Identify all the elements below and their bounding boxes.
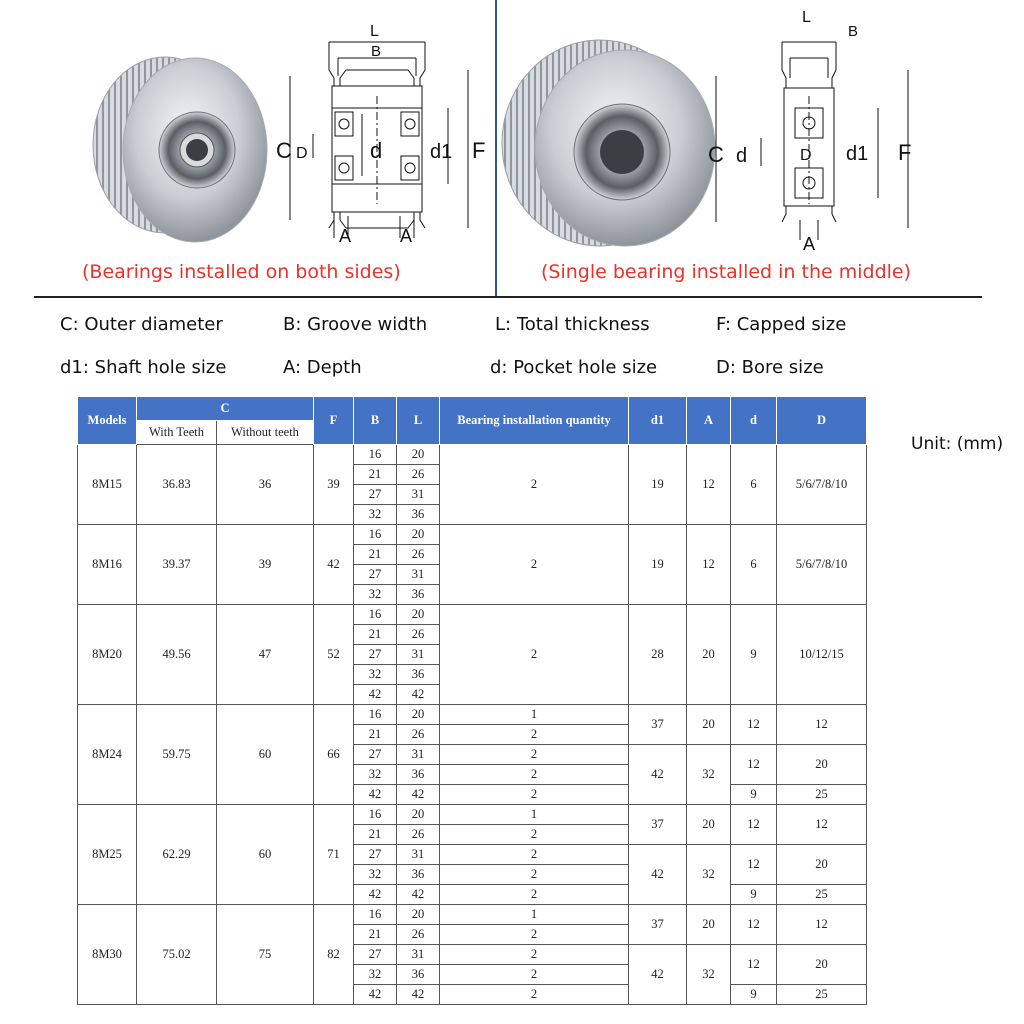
cell-f: 82: [314, 905, 354, 1005]
cell-qty: 2: [440, 885, 629, 905]
cell-qty: 2: [440, 785, 629, 805]
cell-b: 32: [354, 965, 397, 985]
cell-l: 20: [397, 905, 440, 925]
cell-d: 9: [731, 985, 777, 1005]
cell-b: 27: [354, 485, 397, 505]
legend-C: C: Outer diameter: [60, 314, 223, 335]
cell-d: 12: [731, 705, 777, 745]
cell-b: 21: [354, 725, 397, 745]
cell-l: 36: [397, 965, 440, 985]
dim-d1-left: d1: [430, 141, 453, 163]
cell-a: 12: [687, 525, 731, 605]
caption-left: (Bearings installed on both sides): [82, 261, 401, 283]
cell-b: 42: [354, 985, 397, 1005]
legend-d1: d1: Shaft hole size: [60, 357, 227, 378]
cell-l: 31: [397, 845, 440, 865]
cell-qty: 2: [440, 765, 629, 785]
cell-d: 6: [731, 525, 777, 605]
cell-b: 27: [354, 565, 397, 585]
cell-d1: 19: [629, 525, 687, 605]
cell-qty: 2: [440, 965, 629, 985]
cell-bore: 25: [777, 985, 867, 1005]
cell-l: 31: [397, 945, 440, 965]
cell-b: 16: [354, 605, 397, 625]
header-l: L: [397, 397, 440, 445]
cell-l: 20: [397, 525, 440, 545]
cell-d: 6: [731, 445, 777, 525]
cell-d: 12: [731, 805, 777, 845]
cell-f: 66: [314, 705, 354, 805]
cell-bore: 12: [777, 805, 867, 845]
header-c: C: [137, 397, 314, 421]
cell-with-teeth: 75.02: [137, 905, 217, 1005]
cell-d1: 42: [629, 745, 687, 805]
cell-bore: 25: [777, 785, 867, 805]
cell-qty: 2: [440, 845, 629, 865]
cell-d1: 37: [629, 905, 687, 945]
cell-with-teeth: 36.83: [137, 445, 217, 525]
cell-l: 36: [397, 585, 440, 605]
cell-b: 27: [354, 945, 397, 965]
cell-without-teeth: 60: [217, 805, 314, 905]
cell-qty: 2: [440, 445, 629, 525]
cell-qty: 2: [440, 525, 629, 605]
dim-F-right: F: [898, 140, 912, 165]
cell-l: 36: [397, 505, 440, 525]
cell-bore: 20: [777, 945, 867, 985]
cell-model: 8M24: [78, 705, 137, 805]
dim-d-left: d: [370, 138, 383, 163]
legend-d: d: Pocket hole size: [490, 357, 658, 378]
header-d1: d1: [629, 397, 687, 445]
cell-model: 8M25: [78, 805, 137, 905]
cell-l: 20: [397, 445, 440, 465]
cell-a: 20: [687, 805, 731, 845]
cell-b: 32: [354, 765, 397, 785]
cell-b: 27: [354, 645, 397, 665]
cell-model: 8M15: [78, 445, 137, 525]
cell-b: 42: [354, 685, 397, 705]
dim-D-left: D: [296, 145, 308, 162]
cell-bore: 12: [777, 705, 867, 745]
cell-qty: 2: [440, 865, 629, 885]
cell-b: 21: [354, 925, 397, 945]
cell-b: 32: [354, 665, 397, 685]
cell-qty: 2: [440, 985, 629, 1005]
cell-with-teeth: 62.29: [137, 805, 217, 905]
cell-b: 16: [354, 805, 397, 825]
legend-F: F: Capped size: [716, 314, 847, 335]
cell-l: 31: [397, 565, 440, 585]
cell-b: 32: [354, 505, 397, 525]
cell-f: 52: [314, 605, 354, 705]
header-with-teeth: With Teeth: [137, 421, 217, 445]
cell-l: 20: [397, 605, 440, 625]
cell-l: 26: [397, 625, 440, 645]
dim-d1-right: d1: [846, 143, 869, 165]
cell-b: 42: [354, 785, 397, 805]
vertical-divider: [495, 0, 497, 296]
cell-b: 32: [354, 585, 397, 605]
dim-L-right: L: [802, 9, 811, 26]
dim-d-right: d: [736, 145, 748, 167]
header-a: A: [687, 397, 731, 445]
cell-l: 26: [397, 545, 440, 565]
dim-C-left: C: [276, 138, 292, 163]
header-b: B: [354, 397, 397, 445]
unit-label: Unit: (mm): [911, 434, 1004, 454]
cell-qty: 1: [440, 705, 629, 725]
cell-bore: 20: [777, 845, 867, 885]
dim-D-right: D: [800, 147, 812, 164]
cell-l: 26: [397, 925, 440, 945]
cell-bore: 5/6/7/8/10: [777, 445, 867, 525]
cell-l: 20: [397, 805, 440, 825]
cell-with-teeth: 49.56: [137, 605, 217, 705]
cell-b: 21: [354, 825, 397, 845]
pulley-illustrations: [0, 0, 1024, 300]
cell-b: 42: [354, 885, 397, 905]
cell-b: 16: [354, 905, 397, 925]
cell-d1: 42: [629, 845, 687, 905]
cell-b: 27: [354, 845, 397, 865]
cell-bore: 5/6/7/8/10: [777, 525, 867, 605]
dim-F-left: F: [472, 138, 486, 163]
cell-qty: 1: [440, 905, 629, 925]
legend-A: A: Depth: [283, 357, 362, 378]
cell-qty: 2: [440, 825, 629, 845]
cell-a: 32: [687, 845, 731, 905]
cell-qty: 2: [440, 725, 629, 745]
cell-b: 16: [354, 705, 397, 725]
cell-bore: 12: [777, 905, 867, 945]
cell-with-teeth: 59.75: [137, 705, 217, 805]
cell-model: 8M16: [78, 525, 137, 605]
legend-D: D: Bore size: [716, 357, 824, 378]
cell-l: 42: [397, 685, 440, 705]
cell-a: 20: [687, 905, 731, 945]
cell-d: 12: [731, 845, 777, 885]
cell-l: 36: [397, 765, 440, 785]
cell-without-teeth: 75: [217, 905, 314, 1005]
cell-d: 9: [731, 605, 777, 705]
header-qty: Bearing installation quantity: [440, 397, 629, 445]
cell-b: 27: [354, 745, 397, 765]
cell-d: 9: [731, 785, 777, 805]
cell-d: 12: [731, 945, 777, 985]
cell-without-teeth: 36: [217, 445, 314, 525]
cell-qty: 1: [440, 805, 629, 825]
spec-table: [77, 396, 867, 1005]
cell-d1: 19: [629, 445, 687, 525]
cell-l: 31: [397, 745, 440, 765]
cell-f: 71: [314, 805, 354, 905]
cell-without-teeth: 39: [217, 525, 314, 605]
cell-b: 16: [354, 445, 397, 465]
pulley-photo-left: [93, 57, 267, 242]
cell-qty: 2: [440, 605, 629, 705]
cell-b: 21: [354, 465, 397, 485]
cell-b: 21: [354, 625, 397, 645]
cell-f: 39: [314, 445, 354, 525]
header-bore: D: [777, 397, 867, 445]
cell-b: 32: [354, 865, 397, 885]
cell-d1: 28: [629, 605, 687, 705]
pulley-photo-right: [502, 40, 715, 246]
cell-b: 16: [354, 525, 397, 545]
cell-l: 42: [397, 785, 440, 805]
dim-A-right: A: [803, 234, 816, 254]
cell-d1: 37: [629, 705, 687, 745]
dim-A-left-2: A: [400, 226, 413, 246]
cell-l: 36: [397, 865, 440, 885]
cell-qty: 2: [440, 945, 629, 965]
cell-without-teeth: 60: [217, 705, 314, 805]
cell-a: 20: [687, 705, 731, 745]
cell-without-teeth: 47: [217, 605, 314, 705]
diagram-right: [716, 42, 908, 240]
cell-b: 21: [354, 545, 397, 565]
cell-l: 31: [397, 485, 440, 505]
cell-l: 20: [397, 705, 440, 725]
horizontal-divider: [34, 296, 982, 298]
cell-l: 42: [397, 985, 440, 1005]
legend-L: L: Total thickness: [495, 314, 650, 335]
header-without-teeth: Without teeth: [217, 421, 314, 445]
cell-d: 12: [731, 905, 777, 945]
cell-bore: 20: [777, 745, 867, 785]
dim-C-right: C: [708, 142, 724, 167]
dim-L-left: L: [370, 23, 379, 40]
cell-l: 31: [397, 645, 440, 665]
cell-d1: 42: [629, 945, 687, 1005]
cell-model: 8M20: [78, 605, 137, 705]
caption-right: (Single bearing installed in the middle): [541, 261, 912, 283]
header-models: Models: [78, 397, 137, 445]
cell-l: 26: [397, 825, 440, 845]
legend-B: B: Groove width: [283, 314, 428, 335]
cell-bore: 25: [777, 885, 867, 905]
cell-qty: 2: [440, 745, 629, 765]
dim-B-left: B: [371, 43, 382, 60]
cell-d: 9: [731, 885, 777, 905]
cell-model: 8M30: [78, 905, 137, 1005]
cell-a: 32: [687, 745, 731, 805]
cell-l: 42: [397, 885, 440, 905]
cell-d1: 37: [629, 805, 687, 845]
cell-a: 20: [687, 605, 731, 705]
header-f: F: [314, 397, 354, 445]
cell-qty: 2: [440, 925, 629, 945]
dim-A-left-1: A: [339, 226, 352, 246]
cell-with-teeth: 39.37: [137, 525, 217, 605]
cell-f: 42: [314, 525, 354, 605]
cell-a: 32: [687, 945, 731, 1005]
cell-bore: 10/12/15: [777, 605, 867, 705]
cell-l: 26: [397, 465, 440, 485]
cell-d: 12: [731, 745, 777, 785]
dim-B-right: B: [848, 23, 859, 40]
cell-l: 26: [397, 725, 440, 745]
header-d: d: [731, 397, 777, 445]
cell-l: 36: [397, 665, 440, 685]
cell-a: 12: [687, 445, 731, 525]
